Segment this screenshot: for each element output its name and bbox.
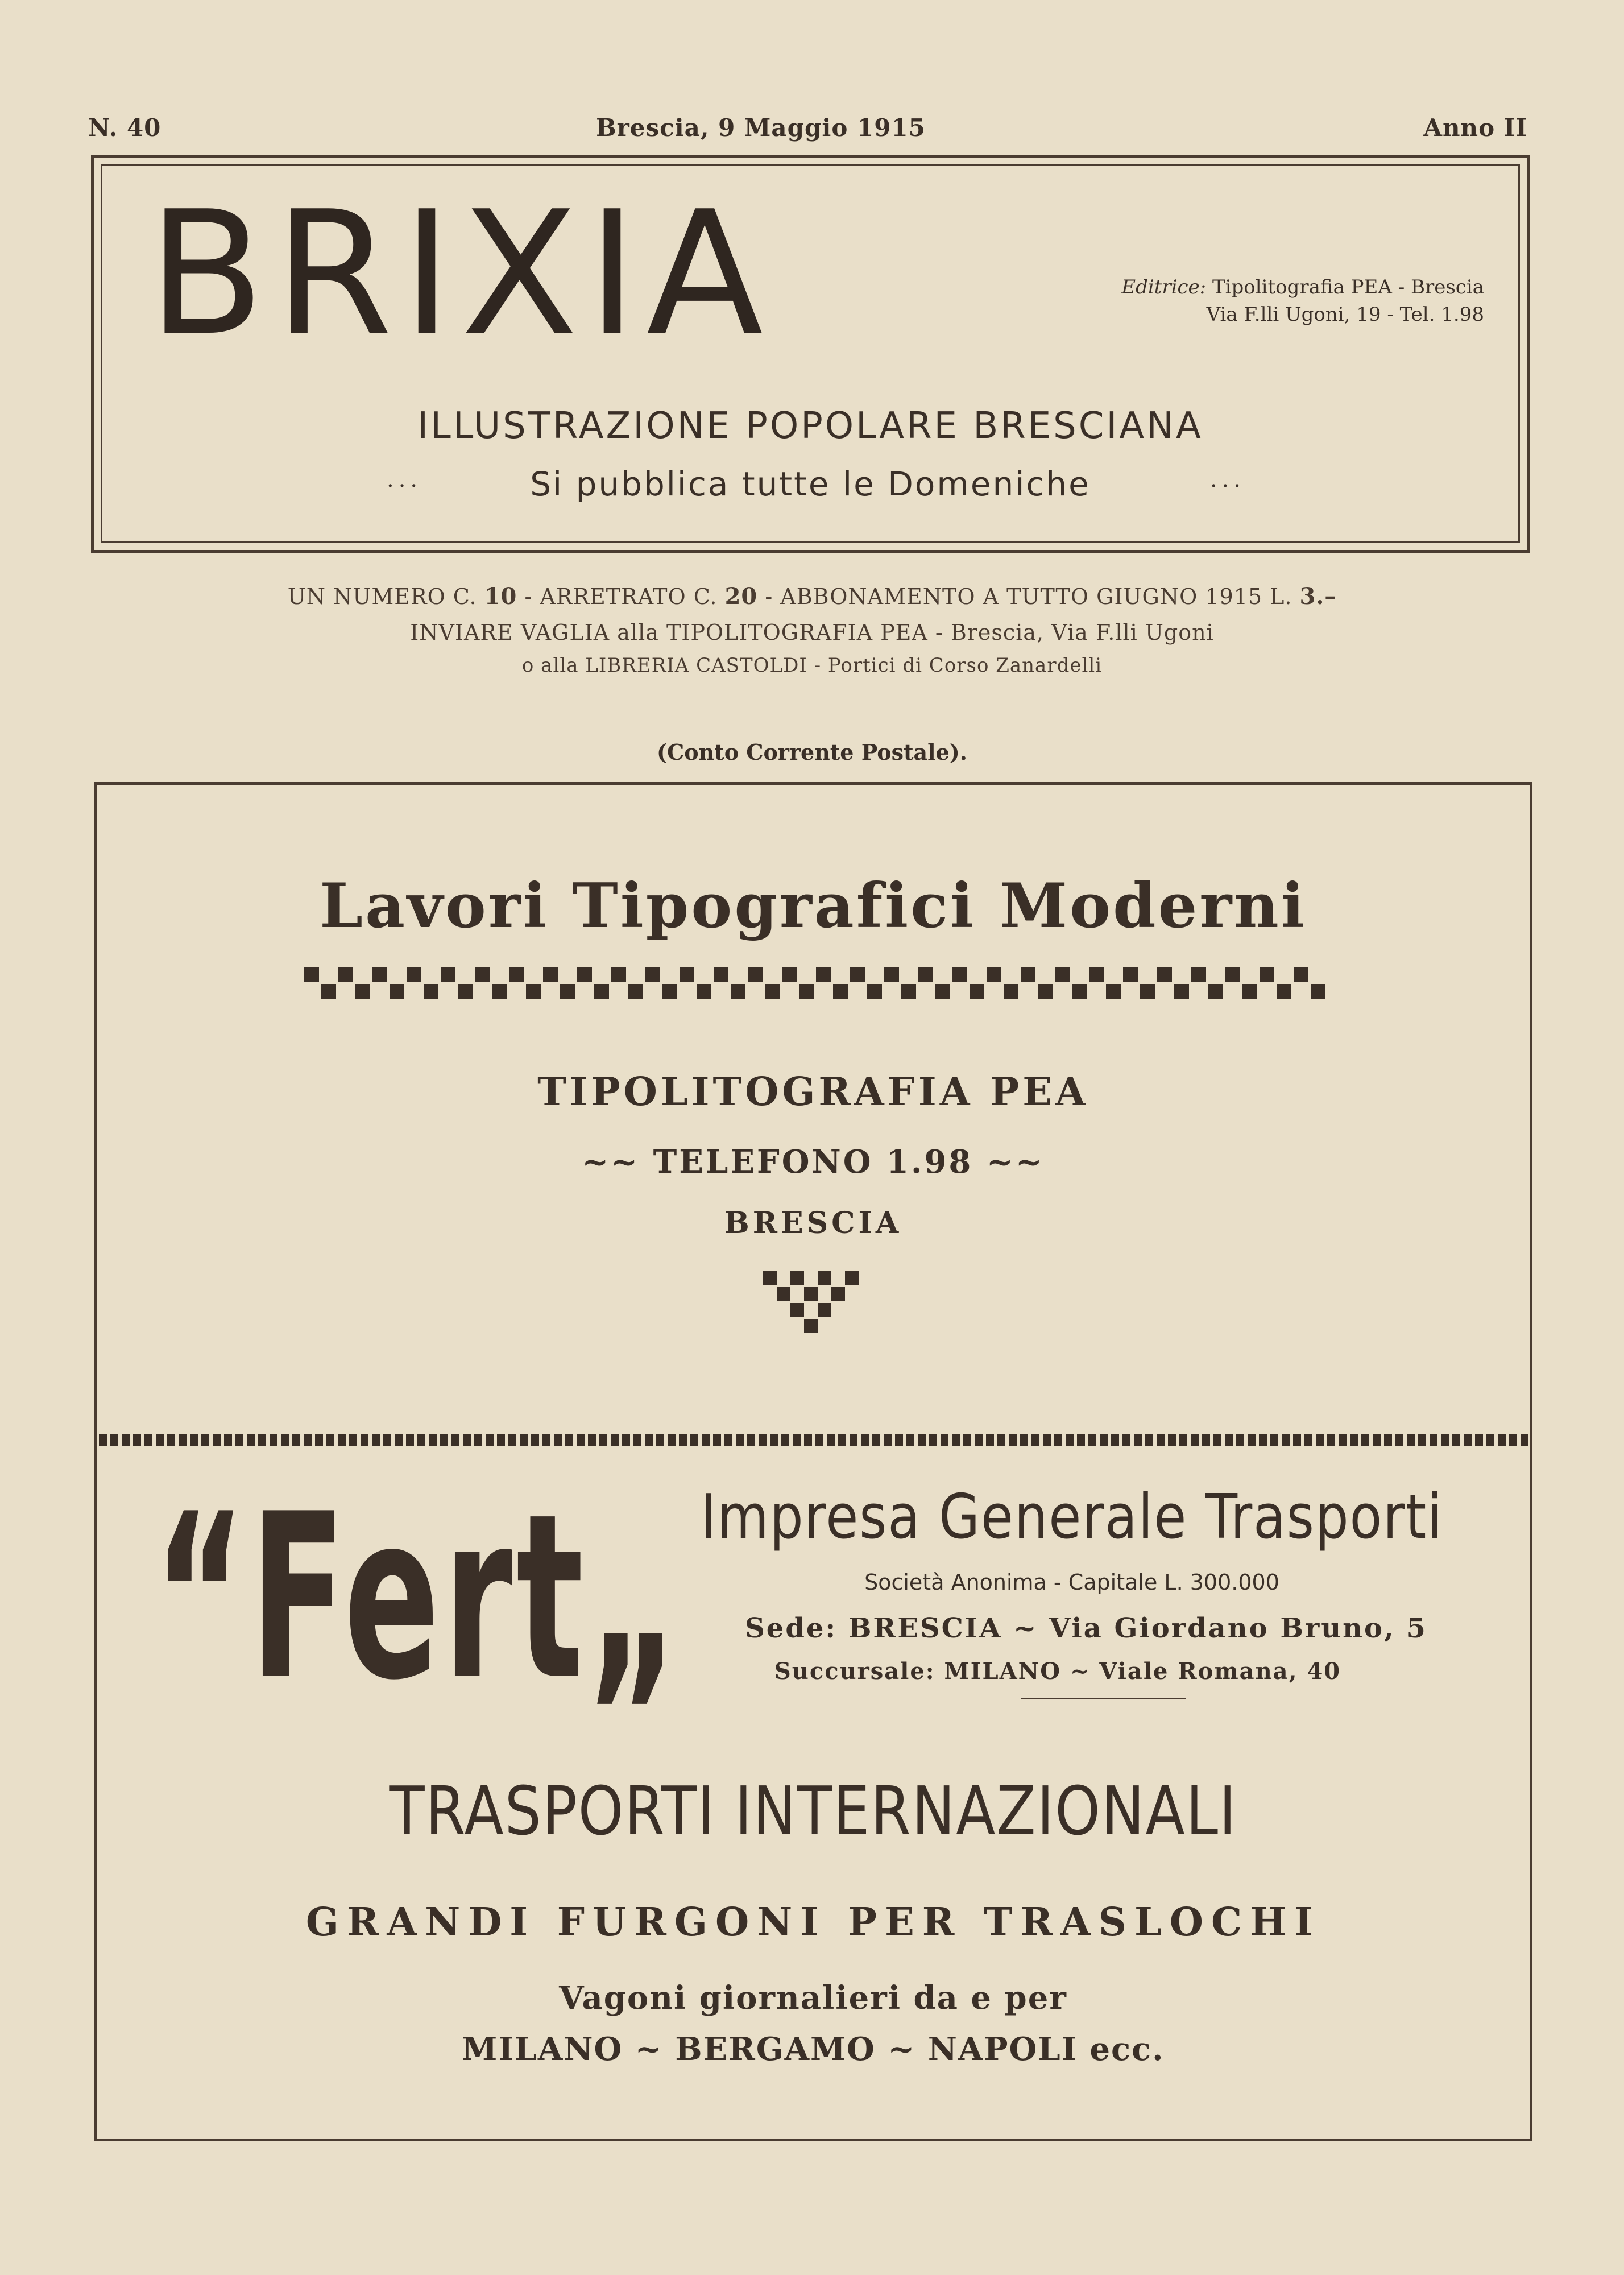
publisher-address: Via F.lli Ugoni, 19 - Tel. 1.98 (1206, 303, 1484, 326)
price-back-issue: 20 (724, 583, 758, 610)
bookstore-line: o alla LIBRERIA CASTOLDI - Portici di Corso Zanardelli (521, 654, 1103, 677)
fert-international: TRASPORTI INTERNAZIONALI (389, 1772, 1237, 1850)
publisher-name: Tipolitografia PEA - Brescia (1212, 276, 1484, 299)
ornament-dots-right: ··· (1209, 473, 1245, 499)
ad-pea-headline: Lavori Tipografici Moderni (320, 870, 1307, 942)
issue-date: Brescia, 9 Maggio 1915 (596, 114, 926, 142)
price-line (0, 583, 1624, 610)
ad-divider (97, 1430, 1530, 1451)
subscription-label: - ABBONAMENTO A TUTTO GIUGNO 1915 L. (765, 584, 1292, 609)
publication-frequency: Si pubblica tutte le Domeniche (530, 465, 1091, 503)
masthead-subtitle: ILLUSTRAZIONE POPOLARE BRESCIANA (417, 405, 1203, 447)
subscription-price: 3.– (1299, 583, 1337, 610)
advertisement-box (94, 782, 1532, 2141)
postal-account-note: (Conto Corrente Postale). (656, 739, 967, 765)
fert-cities: MILANO ~ BERGAMO ~ NAPOLI ecc. (462, 2030, 1165, 2068)
ad-pea-company: TIPOLITOGRAFIA PEA (537, 1069, 1089, 1115)
fert-daily-wagons: Vagoni giornalieri da e per (559, 1979, 1067, 2017)
publisher-info (1121, 274, 1484, 328)
price-back-issue-label: - ARRETRATO C. (524, 584, 718, 609)
price-single: 10 (484, 583, 517, 610)
ad-pea-city: BRESCIA (724, 1206, 902, 1240)
fert-brand: “Fert„ (154, 1466, 683, 1730)
checker-ornament (304, 967, 1328, 1001)
fert-company-capital: Società Anonima - Capitale L. 300.000 (864, 1570, 1279, 1595)
ornament-dots-left: ··· (387, 473, 422, 499)
payment-line: INVIARE VAGLIA alla TIPOLITOGRAFIA PEA - Brescia, Via F.lli Ugoni (410, 620, 1214, 645)
masthead-title: BRIXIA (148, 175, 772, 373)
masthead-inner-frame (101, 164, 1520, 543)
ad-pea-telephone: ~~ TELEFONO 1.98 ~~ (582, 1143, 1045, 1181)
fert-branch: Succursale: MILANO ~ Viale Romana, 40 (774, 1658, 1341, 1685)
publisher-label: Editrice: (1121, 276, 1207, 299)
masthead-frame (91, 155, 1530, 553)
fert-removal-vans: GRANDI FURGONI PER TRASLOCHI (305, 1900, 1321, 1945)
diamond-ornament (763, 1271, 871, 1334)
issue-number: N. 40 (88, 114, 161, 142)
small-separator (1021, 1698, 1186, 1699)
fert-title: Impresa Generale Trasporti (701, 1482, 1443, 1553)
issue-year: Anno II (1423, 114, 1527, 142)
price-single-label: UN NUMERO C. (287, 584, 477, 609)
fert-headquarters: Sede: BRESCIA ~ Via Giordano Bruno, 5 (745, 1612, 1427, 1644)
